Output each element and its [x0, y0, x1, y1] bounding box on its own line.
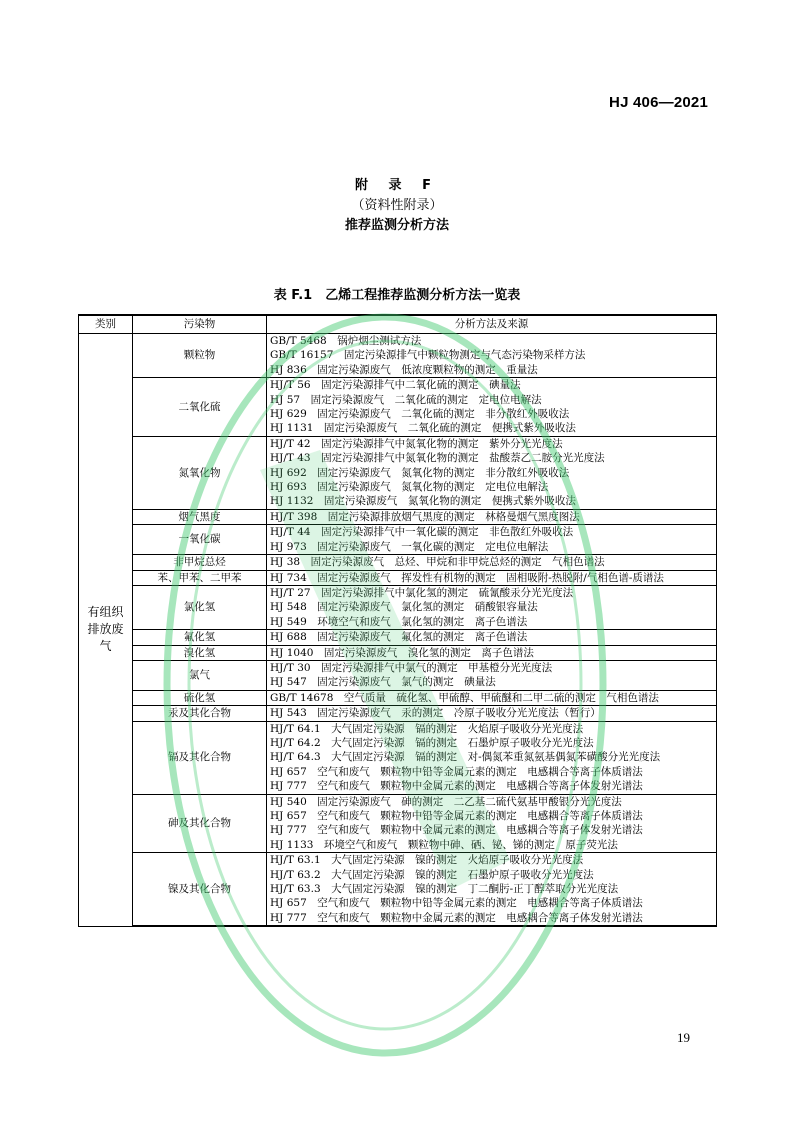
method-line: HJ 629 固定污染源废气 二氧化硫的测定 非分散红外吸收法 [270, 408, 570, 421]
method-line: HJ/T 56 固定污染源排气中二氧化硫的测定 碘量法 [270, 379, 521, 392]
header-method: 分析方法及来源 [267, 315, 717, 334]
method-line: GB/T 16157 固定污染源排气中颗粒物测定与气态污染物采样方法 [270, 349, 586, 362]
table-body [79, 334, 717, 927]
method-line: GB/T 14678 空气质量 硫化氢、甲硫醇、甲硫醚和二甲二硫的测定 气相色谱法 [270, 691, 659, 704]
table-row [79, 690, 717, 705]
method-line: HJ 693 固定污染源废气 氮氧化物的测定 定电位电解法 [270, 481, 549, 494]
method-line: HJ/T 30 固定污染源排气中氯气的测定 甲基橙分光光度法 [270, 661, 553, 674]
method-cell [267, 585, 717, 629]
appendix-label: 附 录 F [355, 178, 439, 193]
method-line: HJ/T 63.2 大气固定污染源 镍的测定 石墨炉原子吸收分光光度法 [270, 868, 594, 881]
table-row [79, 706, 717, 721]
method-cell [267, 645, 717, 660]
appendix-title: 推荐监测分析方法 [344, 218, 449, 233]
method-cell [267, 630, 717, 645]
header-pollutant: 污染物 [133, 315, 267, 334]
pollutant-cell: 镉及其化合物 [133, 721, 267, 794]
pollutant-cell: 苯、甲苯、二甲苯 [133, 570, 267, 585]
appendix-type: （资料性附录） [351, 198, 443, 213]
table-row [79, 334, 717, 378]
method-line: HJ/T 63.1 大气固定污染源 镍的测定 火焰原子吸收分光光度法 [270, 854, 584, 867]
method-line: GB/T 5468 锅炉烟尘测试方法 [270, 335, 422, 347]
appendix-heading [0, 176, 794, 236]
method-line: HJ 777 空气和废气 颗粒物中金属元素的测定 电感耦合等离子体发射光谱法 [270, 824, 643, 837]
table-row [79, 645, 717, 660]
category-cell: 有组织排放废气 [79, 334, 133, 927]
method-line: HJ/T 42 固定污染源排气中氮氧化物的测定 紫外分光光度法 [270, 437, 563, 450]
methods-table [78, 314, 717, 927]
method-cell [267, 509, 717, 524]
page-number: 19 [677, 1030, 690, 1045]
method-cell [267, 660, 717, 690]
table-row [79, 525, 717, 555]
method-line: HJ 540 固定污染源废气 砷的测定 二乙基二硫代氨基甲酸银分光光度法 [270, 795, 622, 808]
method-cell [267, 334, 717, 378]
pollutant-cell: 氯气 [133, 660, 267, 690]
pollutant-cell: 溴化氢 [133, 645, 267, 660]
table-row [79, 509, 717, 524]
method-line: HJ 38 固定污染源废气 总烃、甲烷和非甲烷总烃的测定 气相色谱法 [270, 556, 605, 569]
method-line: HJ/T 398 固定污染源排放烟气黑度的测定 林格曼烟气黑度图法 [270, 510, 580, 523]
method-line: HJ 548 固定污染源废气 氯化氢的测定 硝酸银容量法 [270, 601, 538, 614]
pollutant-cell: 非甲烷总烃 [133, 555, 267, 570]
table-row [79, 436, 717, 509]
method-cell [267, 570, 717, 585]
method-line: HJ 57 固定污染源废气 二氧化硫的测定 定电位电解法 [270, 393, 542, 406]
pollutant-cell: 镍及其化合物 [133, 853, 267, 927]
method-cell [267, 555, 717, 570]
method-line: HJ/T 64.3 大气固定污染源 镉的测定 对-偶氮苯重氮氨基偶氮苯磺酸分光光度法 [270, 751, 661, 764]
method-line: HJ 1133 环境空气和废气 颗粒物中砷、硒、铋、锑的测定 原子荧光法 [270, 838, 618, 851]
table-row [79, 570, 717, 585]
method-line: HJ 777 空气和废气 颗粒物中金属元素的测定 电感耦合等离子体发射光谱法 [270, 780, 643, 793]
table-row [79, 585, 717, 629]
table-row [79, 794, 717, 853]
method-line: HJ 1132 固定污染源废气 氮氧化物的测定 便携式紫外吸收法 [270, 495, 576, 508]
method-line: HJ 973 固定污染源废气 一氧化碳的测定 定电位电解法 [270, 540, 549, 553]
method-line: HJ 1040 固定污染源废气 溴化氢的测定 离子色谱法 [270, 646, 534, 659]
pollutant-cell: 硫化氢 [133, 690, 267, 705]
pollutant-cell: 汞及其化合物 [133, 706, 267, 721]
pollutant-cell: 氟化氢 [133, 630, 267, 645]
method-line: HJ/T 43 固定污染源排气中氮氧化物的测定 盐酸萘乙二胺分光光度法 [270, 452, 605, 465]
table-row [79, 853, 717, 927]
method-line: HJ 777 空气和废气 颗粒物中金属元素的测定 电感耦合等离子体发射光谱法 [270, 911, 643, 924]
pollutant-cell: 颗粒物 [133, 334, 267, 378]
table-header-row [79, 315, 717, 334]
method-line: HJ 543 固定污染源废气 汞的测定 冷原子吸收分光光度法（暂行） [270, 707, 601, 720]
method-line: HJ 692 固定污染源废气 氮氧化物的测定 非分散红外吸收法 [270, 466, 570, 479]
method-line: HJ/T 63.3 大气固定污染源 镍的测定 丁二酮肟-正丁醇萃取分光光度法 [270, 883, 619, 896]
method-cell [267, 525, 717, 555]
pollutant-cell: 氮氧化物 [133, 436, 267, 509]
table-title: 表 F.1 乙烯工程推荐监测分析方法一览表 [273, 288, 521, 303]
method-cell [267, 706, 717, 721]
method-line: HJ 1131 固定污染源废气 二氧化硫的测定 便携式紫外吸收法 [270, 422, 576, 435]
table-row [79, 378, 717, 437]
table-row [79, 630, 717, 645]
header-category: 类别 [79, 315, 133, 334]
method-cell [267, 378, 717, 437]
method-cell [267, 794, 717, 853]
method-line: HJ/T 64.1 大气固定污染源 镉的测定 火焰原子吸收分光光度法 [270, 722, 584, 735]
pollutant-cell: 二氧化硫 [133, 378, 267, 437]
table-row [79, 721, 717, 794]
table-row [79, 555, 717, 570]
method-line: HJ/T 64.2 大气固定污染源 镉的测定 石墨炉原子吸收分光光度法 [270, 736, 594, 749]
method-line: HJ 688 固定污染源废气 氟化氢的测定 离子色谱法 [270, 631, 528, 644]
method-line: HJ 547 固定污染源废气 氯气的测定 碘量法 [270, 676, 496, 689]
method-cell [267, 690, 717, 705]
method-line: HJ/T 27 固定污染源排气中氯化氢的测定 硫氰酸汞分光光度法 [270, 586, 574, 599]
method-cell [267, 436, 717, 509]
method-cell [267, 721, 717, 794]
pollutant-cell: 氯化氢 [133, 585, 267, 629]
method-line: HJ 657 空气和废气 颗粒物中铅等金属元素的测定 电感耦合等离子体质谱法 [270, 810, 643, 822]
pollutant-cell: 砷及其化合物 [133, 794, 267, 853]
method-line: HJ 657 空气和废气 颗粒物中铅等金属元素的测定 电感耦合等离子体质谱法 [270, 765, 643, 778]
method-line: HJ 549 环境空气和废气 氯化氢的测定 离子色谱法 [270, 615, 528, 628]
method-line: HJ/T 44 固定污染源排气中一氧化碳的测定 非色散红外吸收法 [270, 526, 574, 539]
table-row [79, 660, 717, 690]
method-cell [267, 853, 717, 927]
pollutant-cell: 一氧化碳 [133, 525, 267, 555]
document-code: HJ 406—2021 [609, 94, 708, 111]
pollutant-cell: 烟气黑度 [133, 509, 267, 524]
method-line: HJ 734 固定污染源废气 挥发性有机物的测定 固相吸附-热脱附/气相色谱-质谱法 [270, 571, 664, 584]
method-line: HJ 657 空气和废气 颗粒物中铅等金属元素的测定 电感耦合等离子体质谱法 [270, 897, 643, 910]
method-line: HJ 836 固定污染源废气 低浓度颗粒物的测定 重量法 [270, 363, 538, 376]
